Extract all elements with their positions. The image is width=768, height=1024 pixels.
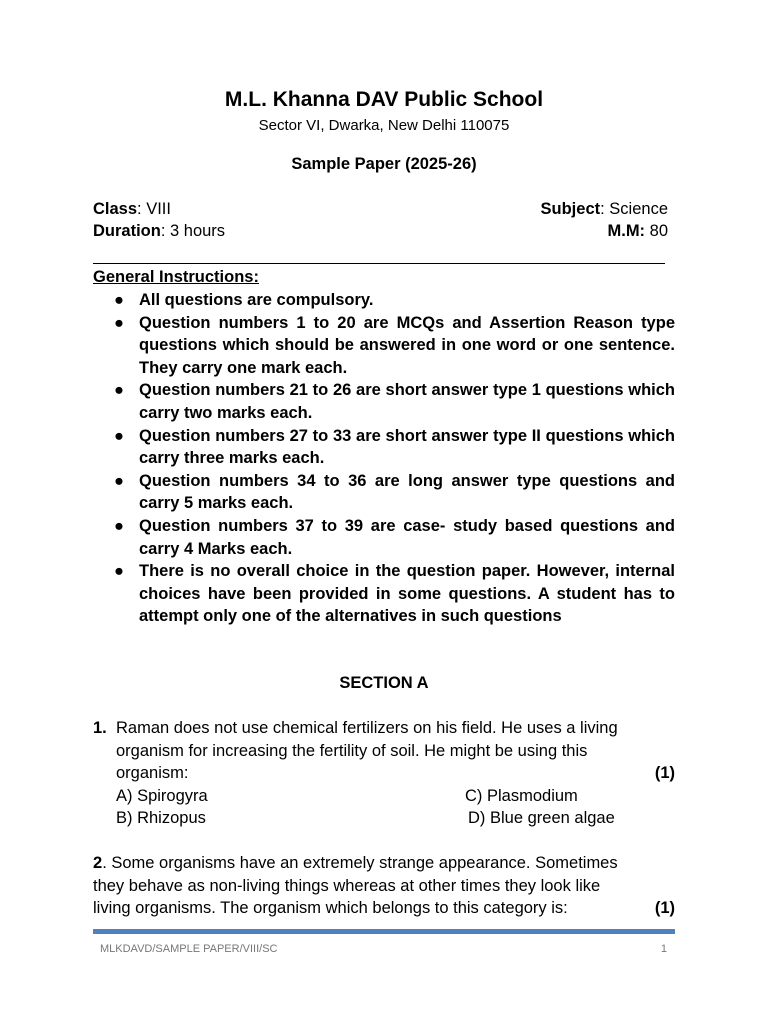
header-divider [93, 263, 665, 264]
instruction-item [93, 312, 675, 380]
instruction-text: Question numbers 1 to 20 are MCQs and Assertion Reason type questions which should be answered in one word or one sentence. They carry one mark each. [139, 313, 675, 377]
bullet-icon: ● [114, 291, 124, 309]
instruction-text: Question numbers 21 to 26 are short answer type 1 questions which carry two marks each. [139, 381, 675, 422]
question-marks: (1) [654, 899, 675, 918]
duration-label: Duration [93, 222, 161, 240]
question-1 [93, 717, 675, 830]
bullet-icon: ● [114, 471, 124, 490]
question-text-line: organism: [116, 764, 189, 783]
bullet-icon: ● [114, 313, 124, 332]
section-title: SECTION A [339, 674, 429, 692]
school-address: Sector VI, Dwarka, New Delhi 110075 [258, 117, 510, 134]
question-text-line: they behave as non-living things whereas at other times they look like [93, 876, 601, 895]
max-marks-info [607, 222, 668, 241]
subject-value: : Science [600, 200, 668, 218]
option-b: B) Rhizopus [116, 809, 206, 828]
question-text-line: organism for increasing the fertility of soil. He might be using this [116, 741, 588, 760]
option-d: D) Blue green algae [468, 809, 615, 828]
duration-info [93, 222, 225, 241]
bullet-icon: ● [114, 562, 124, 581]
subject-info [541, 200, 668, 219]
instruction-text: There is no overall choice in the question paper. However, internal choices have been provided in some questions. A student has to attempt only one of the alternatives in such questions [139, 562, 675, 626]
class-info [93, 200, 171, 219]
option-a: A) Spirogyra [116, 786, 208, 805]
class-value: : VIII [137, 200, 171, 218]
footer-code: MLKDAVD/SAMPLE PAPER/VIII/SC [100, 943, 278, 955]
question-number: 2 [93, 854, 103, 872]
bullet-icon: ● [114, 381, 124, 400]
question-number: 1. [93, 719, 107, 737]
school-name: M.L. Khanna DAV Public School [224, 88, 544, 111]
max-marks-value: 80 [645, 222, 668, 240]
instruction-text: Question numbers 34 to 36 are long answer type questions and carry 5 marks each. [139, 471, 675, 513]
paper-title: Sample Paper (2025-26) [291, 155, 477, 173]
question-marks: (1) [654, 764, 675, 783]
question-2 [93, 852, 675, 920]
instruction-text: All questions are compulsory. [139, 291, 374, 309]
subject-label: Subject [540, 200, 601, 218]
instruction-item [93, 425, 675, 470]
instructions-list [93, 289, 675, 628]
max-marks-label: M.M: [607, 222, 646, 240]
bullet-icon: ● [114, 426, 124, 445]
question-text-line: Raman does not use chemical fertilizers on his field. He uses a living [116, 719, 618, 737]
instruction-item [93, 515, 675, 560]
instruction-item [93, 470, 675, 515]
option-c: C) Plasmodium [465, 786, 578, 805]
instruction-text: Question numbers 37 to 39 are case- study based questions and carry 4 Marks each. [139, 516, 675, 558]
instructions-heading: General Instructions: [93, 268, 259, 286]
bullet-icon: ● [114, 516, 124, 535]
footer-bar [93, 929, 675, 934]
page-number: 1 [660, 943, 667, 955]
instruction-item [93, 289, 675, 312]
question-text-line: . Some organisms have an extremely strange appearance. Sometimes [102, 854, 618, 872]
class-label: Class [93, 200, 138, 218]
duration-value: : 3 hours [160, 222, 226, 240]
instruction-item [93, 379, 675, 424]
instruction-item [93, 560, 675, 628]
question-text-line: living organisms. The organism which belongs to this category is: [93, 899, 568, 918]
instruction-text: Question numbers 27 to 33 are short answer type II questions which carry three marks each. [139, 426, 675, 468]
